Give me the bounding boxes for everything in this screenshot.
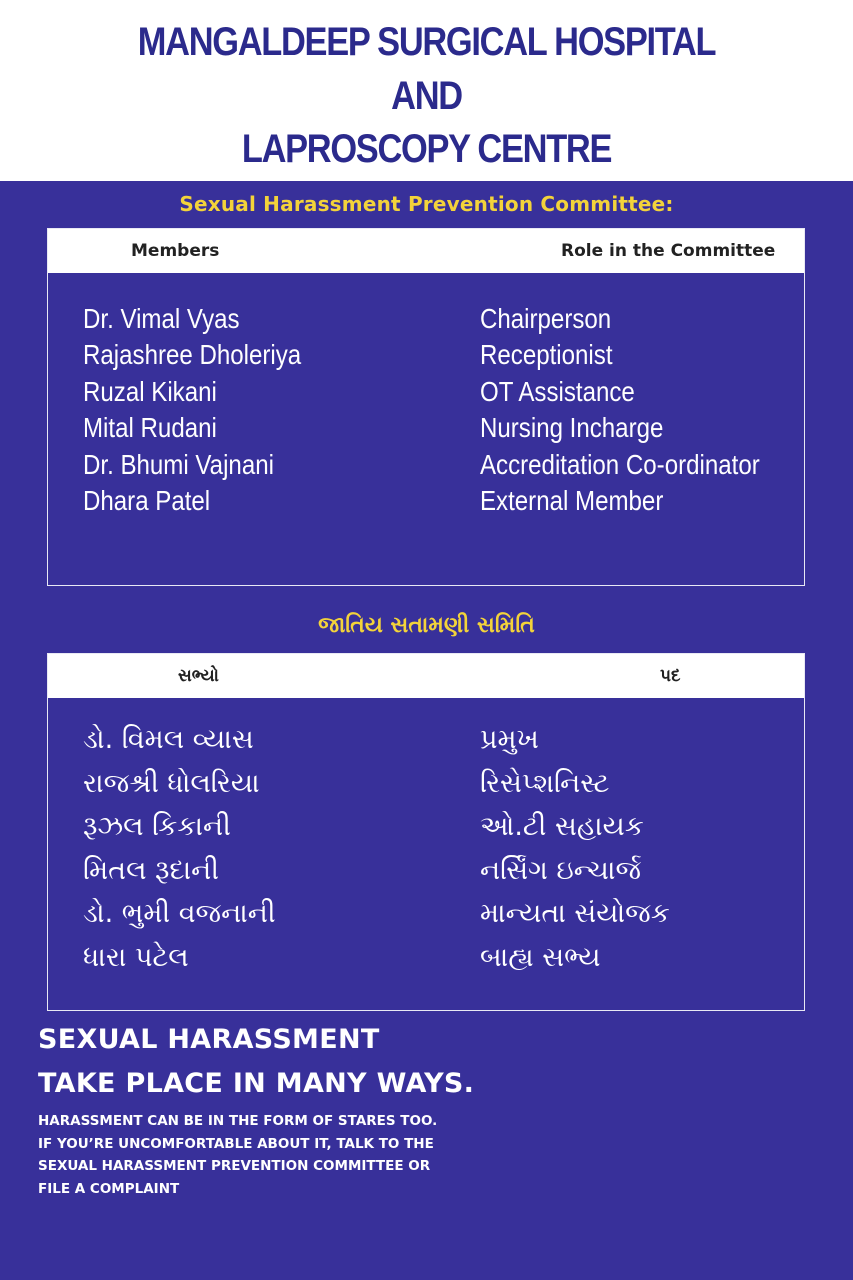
footer-headline-2: TAKE PLACE IN MANY WAYS.: [38, 1068, 475, 1099]
footer-body-line: IF YOU’RE UNCOMFORTABLE ABOUT IT, TALK TO THE: [38, 1135, 434, 1152]
member-name: Dr. Vimal Vyas: [83, 303, 240, 334]
gujarati-member-role: બાહ્ય સભ્ય: [480, 941, 601, 973]
english-roles-list: [480, 301, 805, 519]
member-role: Chairperson: [480, 303, 612, 334]
gujarati-member-role: ઓ.ટી સહાયક: [480, 811, 644, 842]
gujarati-member-role: રિસેપ્શનિસ્ટ: [480, 767, 610, 799]
gujarati-member-name: રૂઝલ કિકાની: [83, 811, 231, 842]
gujarati-members-column-header: સભ્યો: [178, 666, 219, 686]
member-name: Mital Rudani: [83, 412, 217, 444]
gujarati-member-name: રાજશ્રી ધોલરિયા: [83, 767, 260, 799]
gujarati-committee-header-row: [48, 654, 804, 698]
footer-headline-1: SEXUAL HARASSMENT: [38, 1024, 380, 1055]
gujarati-member-name: ડો. ભુમી વજનાની: [83, 898, 276, 929]
footer-body-line: HARASSMENT CAN BE IN THE FORM OF STARES TOO.: [38, 1113, 438, 1129]
member-name: Ruzal Kikani: [83, 375, 217, 407]
member-role: Accreditation Co-ordinator: [480, 448, 760, 480]
gujarati-member-role: માન્યતા સંયોજક: [480, 898, 670, 929]
gujarati-committee-title: જાતિય સતામણી સમિતિ: [318, 613, 535, 638]
gujarati-members-list: [83, 718, 276, 979]
gujarati-member-name: ધારા પટેલ: [83, 941, 189, 973]
gujarati-roles-list: [480, 718, 670, 979]
member-name: Dhara Patel: [83, 484, 211, 516]
hospital-name-line-3: LAPROSCOPY CENTRE: [241, 127, 612, 171]
member-role: External Member: [480, 484, 664, 516]
english-committee-panel: [47, 228, 805, 586]
hospital-name-line-1: MANGALDEEP SURGICAL HOSPITAL: [137, 20, 716, 64]
gujarati-member-name: ડો. વિમલ વ્યાસ: [83, 724, 254, 755]
english-committee-header-row: [48, 229, 804, 273]
footer-body-line: SEXUAL HARASSMENT PREVENTION COMMITTEE OR: [38, 1158, 431, 1174]
gujarati-member-role: પ્રમુખ: [480, 724, 539, 755]
gujarati-role-column-header: પદ: [660, 666, 681, 686]
gujarati-member-name: મિતલ રૂદાની: [83, 854, 219, 886]
footer-body: [38, 1110, 437, 1200]
members-column-header: Members: [131, 241, 220, 261]
hospital-header: [0, 0, 853, 181]
gujarati-member-role: નર્સિંગ ઇન્ચાર્જ: [480, 854, 642, 886]
member-role: Nursing Incharge: [480, 412, 664, 444]
role-column-header: Role in the Committee: [561, 241, 776, 261]
member-name: Rajashree Dholeriya: [83, 339, 302, 371]
member-role: Receptionist: [480, 339, 613, 371]
hospital-name-line-2: AND: [391, 74, 462, 118]
gujarati-committee-panel: [47, 653, 805, 1011]
member-name: Dr. Bhumi Vajnani: [83, 448, 274, 480]
english-members-list: [83, 301, 337, 519]
footer-body-line: FILE A COMPLAINT: [38, 1180, 180, 1197]
english-committee-title: Sexual Harassment Prevention Committee:: [179, 192, 674, 216]
member-role: OT Assistance: [480, 375, 635, 407]
